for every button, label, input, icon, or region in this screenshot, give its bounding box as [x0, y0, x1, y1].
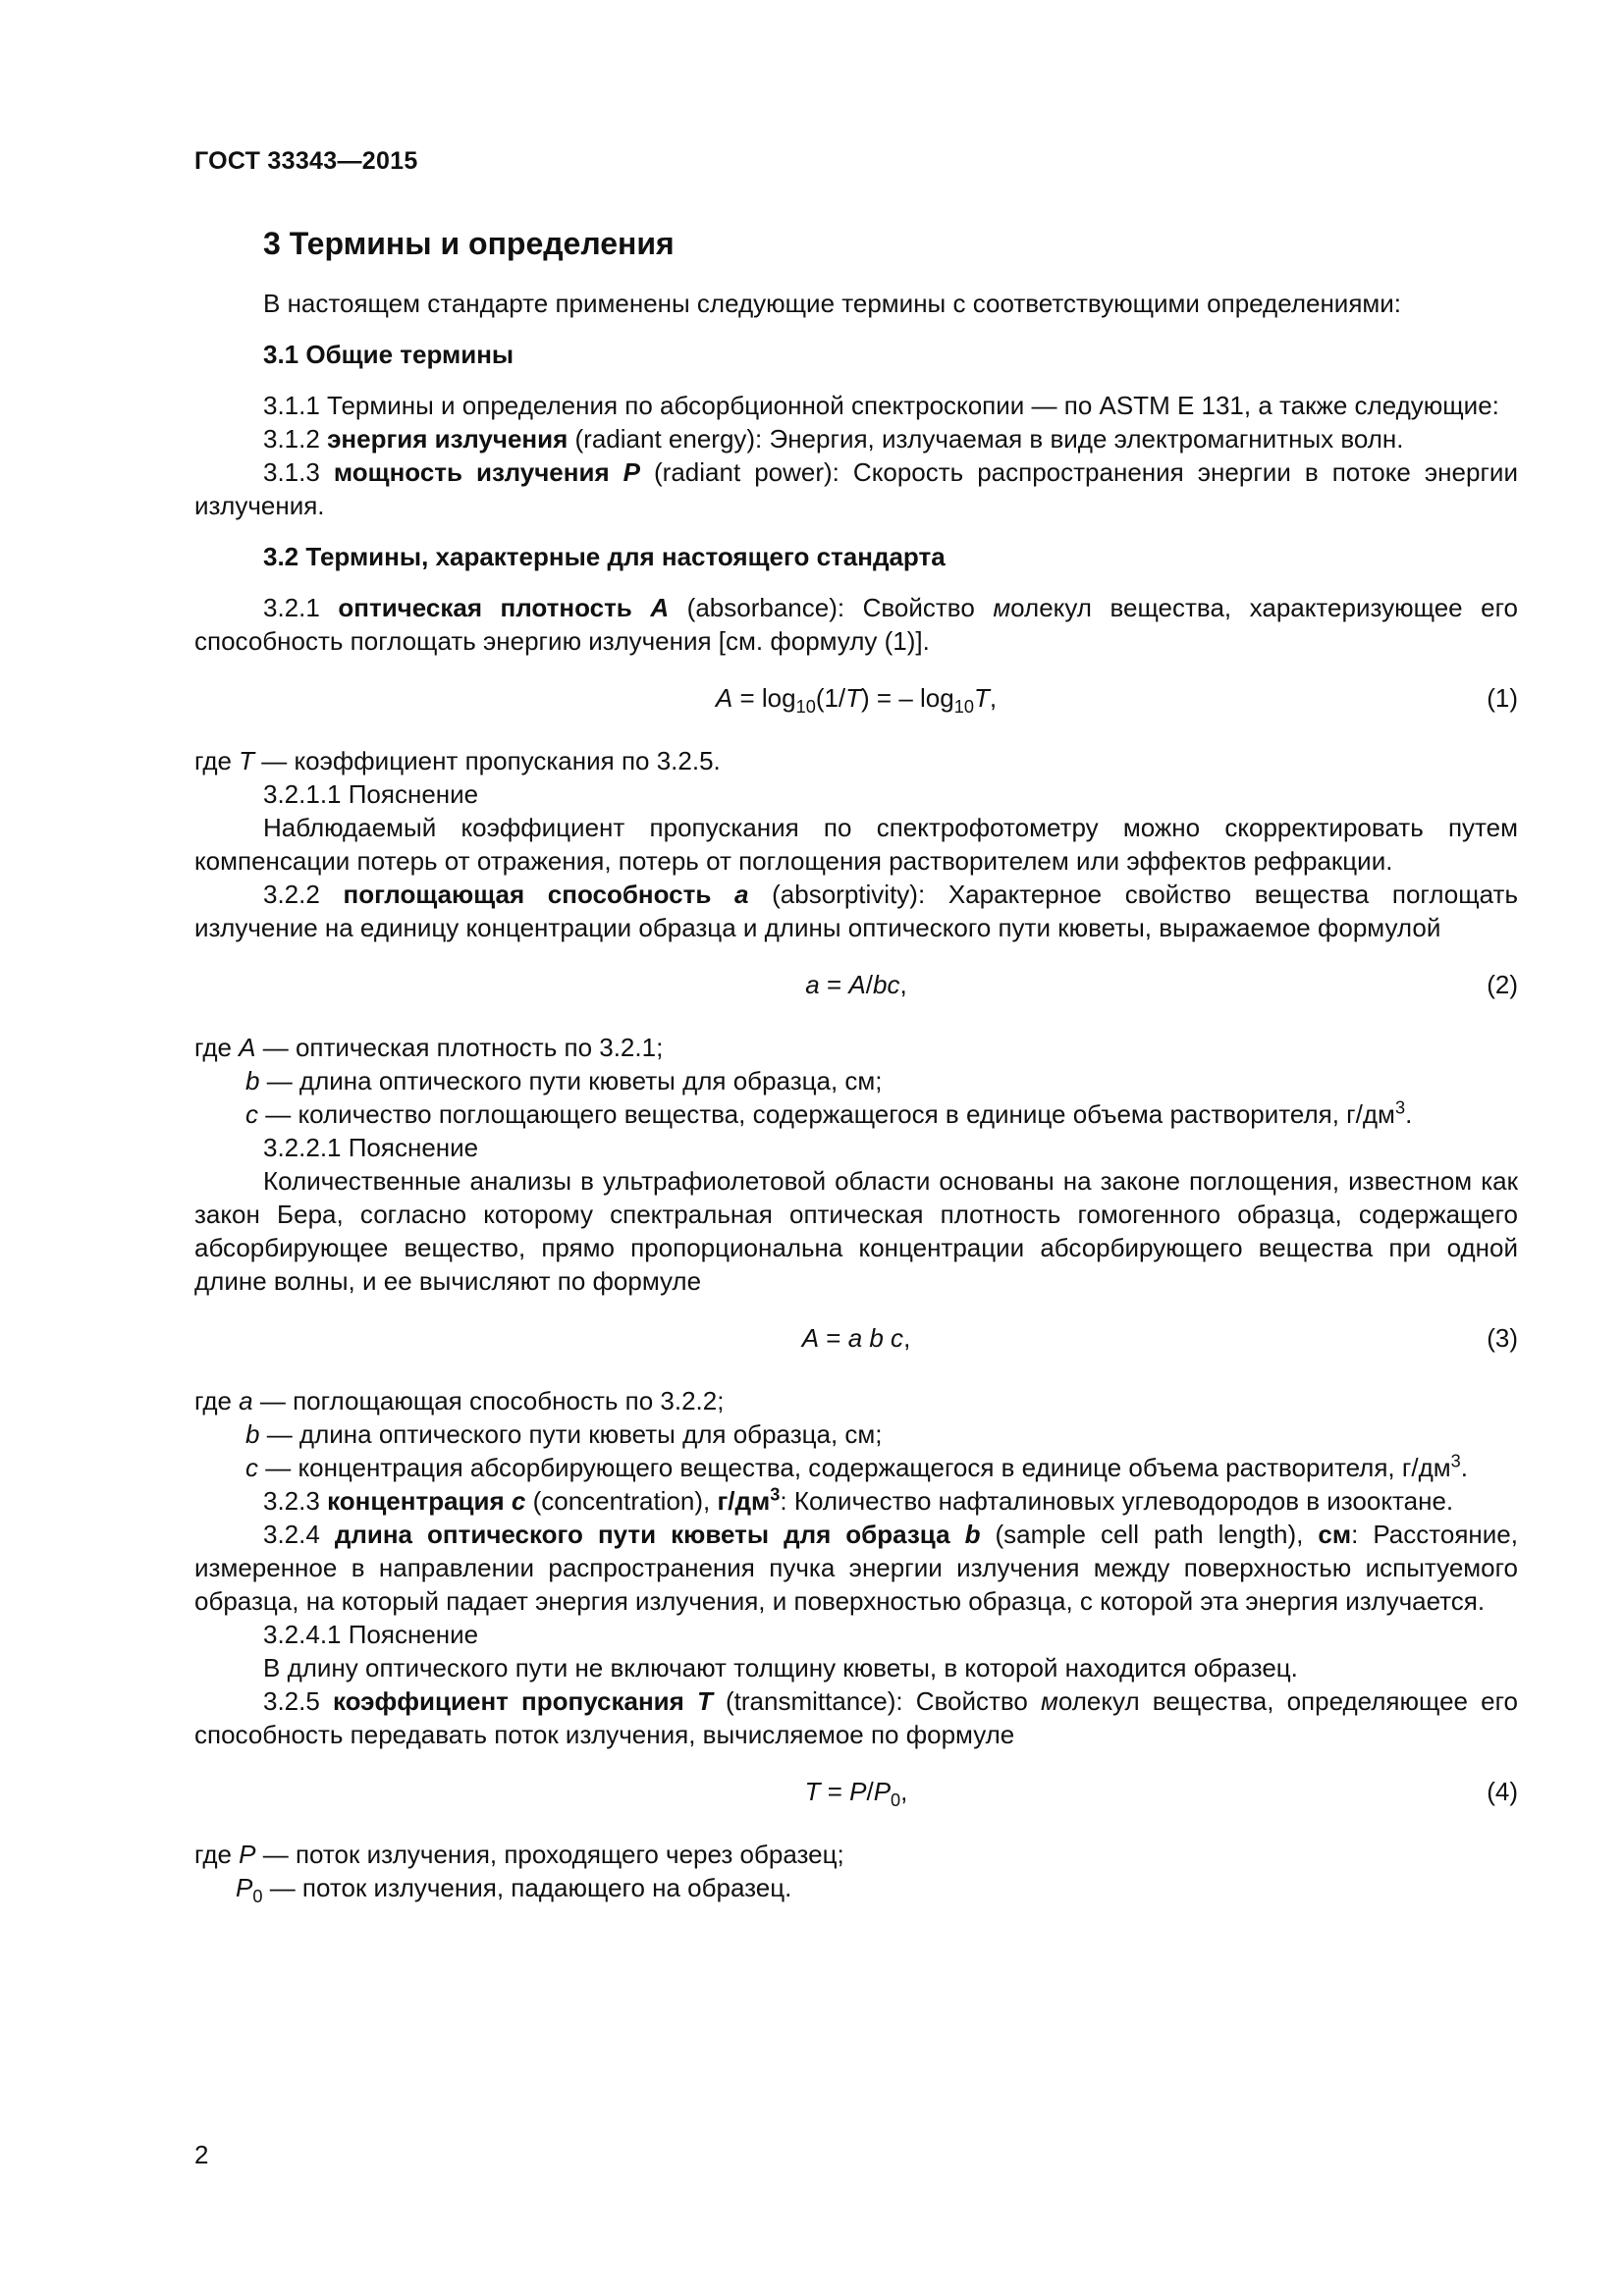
- formula-1-number: (1): [1487, 683, 1518, 713]
- para-3-1-1: 3.1.1 Термины и определения по абсорбционной спектроскопии — по ASTM E 131, а также следующие:: [263, 391, 1499, 420]
- formula-2-expression: a = A/bc,: [805, 970, 907, 999]
- formula-4-expression: $T = P/P_0$,: [804, 1777, 908, 1811]
- para-3-2-4: 3.2.4 длина оптического пути кюветы для образца b (sample cell path length), см: Расстояние, измеренное в направлении распространения пучка энергии излучения между поверхностью испытуемого образца, на который падает энергия излучения, и поверхностью образца, с которой эта энергия излучается.: [194, 1520, 1518, 1616]
- section-intro: В настоящем стандарте применены следующие термины с соответствующими определениями:: [263, 289, 1402, 318]
- where-3-a: где a — поглощающая способность по 3.2.2;: [194, 1386, 725, 1415]
- subsection-3-1-title: 3.1 Общие термины: [263, 340, 514, 369]
- where-3-b: b — длина оптического пути кюветы для образца, см;: [245, 1419, 883, 1449]
- section-title: 3 Термины и определения: [263, 226, 675, 261]
- page-content: [194, 224, 1518, 1907]
- formula-3-number: (3): [1487, 1323, 1518, 1353]
- formula-1: [194, 681, 1518, 718]
- formula-3: [194, 1321, 1518, 1355]
- formula-4-number: (4): [1487, 1777, 1518, 1806]
- where-1: где T — коэффициент пропускания по 3.2.5.: [194, 746, 721, 775]
- para-3-1-2: 3.1.2 энергия излучения (radiant energy): Энергия, излучаемая в виде электромагнитных волн.: [263, 424, 1404, 454]
- formula-2: [194, 968, 1518, 1001]
- where-2-c: c — количество поглощающего вещества, содержащегося в единице объема растворителя, $г/дм^3$.: [245, 1097, 1413, 1129]
- para-3-1-3: 3.1.3 мощность излучения P (radiant power): Скорость распространения энергии в потоке энергии излучения.: [194, 457, 1518, 520]
- formula-3-expression: A = a b c,: [801, 1323, 911, 1353]
- para-3-2-1-1-title: 3.2.1.1 Пояснение: [263, 779, 479, 809]
- para-3-2-1-1-text: Наблюдаемый коэффициент пропускания по спектрофотометру можно скорректировать путем компенсации потерь от отражения, потерь от поглощения растворителем или эффектов рефракции.: [194, 813, 1518, 876]
- para-3-2-2: 3.2.2 поглощающая способность a (absorptivity): Характерное свойство вещества поглощать излучение на единицу концентрации образца и длины оптического пути кюветы, выражаемое формулой: [194, 880, 1518, 942]
- para-3-2-5: 3.2.5 коэффициент пропускания T (transmittance): Свойство молекул вещества, определяющее его способность передавать поток излучения, вычисляемое по формуле: [194, 1686, 1518, 1749]
- where-2-a: где A — оптическая плотность по 3.2.1;: [194, 1033, 664, 1062]
- formula-4: [194, 1775, 1518, 1811]
- para-3-2-2-1-title: 3.2.2.1 Пояснение: [263, 1133, 479, 1162]
- page-number: 2: [194, 2140, 209, 2169]
- para-3-2-3: 3.2.3 концентрация c (concentration), $г/дм^3$: Количество нафталиновых углеводородов в изооктане.: [263, 1484, 1454, 1516]
- para-3-2-4-1-text: В длину оптического пути не включают толщину кюветы, в которой находится образец.: [263, 1653, 1298, 1682]
- formula-2-number: (2): [1487, 970, 1518, 999]
- where-4-a: где P — поток излучения, проходящего через образец;: [194, 1840, 844, 1869]
- para-3-2-4-1-title: 3.2.4.1 Пояснение: [263, 1620, 479, 1649]
- where-3-c: c — концентрация абсорбирующего вещества, содержащегося в единице объема растворителя, $г/дм^3$.: [245, 1451, 1468, 1482]
- where-2-b: b — длина оптического пути кюветы для образца, см;: [245, 1066, 883, 1095]
- para-3-2-1: 3.2.1 оптическая плотность A (absorbance): Свойство молекул вещества, характеризующее его способность поглощать энергию излучения [см. формулу (1)].: [194, 593, 1518, 656]
- where-4-b: $P_0$ — поток излучения, падающего на образец.: [236, 1873, 792, 1907]
- subsection-3-2-title: 3.2 Термины, характерные для настоящего стандарта: [263, 542, 946, 571]
- para-3-2-2-1-text: Количественные анализы в ультрафиолетовой области основаны на законе поглощения, известном как закон Бера, согласно которому спектральная оптическая плотность гомогенного образца, содержащего абсорбирующее вещество, прямо пропорциональна концентрации абсорбирующего вещества при одной длине волны, и ее вычисляют по формуле: [194, 1166, 1518, 1296]
- formula-1-expression: $A = \log_{10}(1/T)$ = – $\log_{10}T$,: [715, 683, 998, 718]
- document-code: ГОСТ 33343—2015: [194, 147, 418, 175]
